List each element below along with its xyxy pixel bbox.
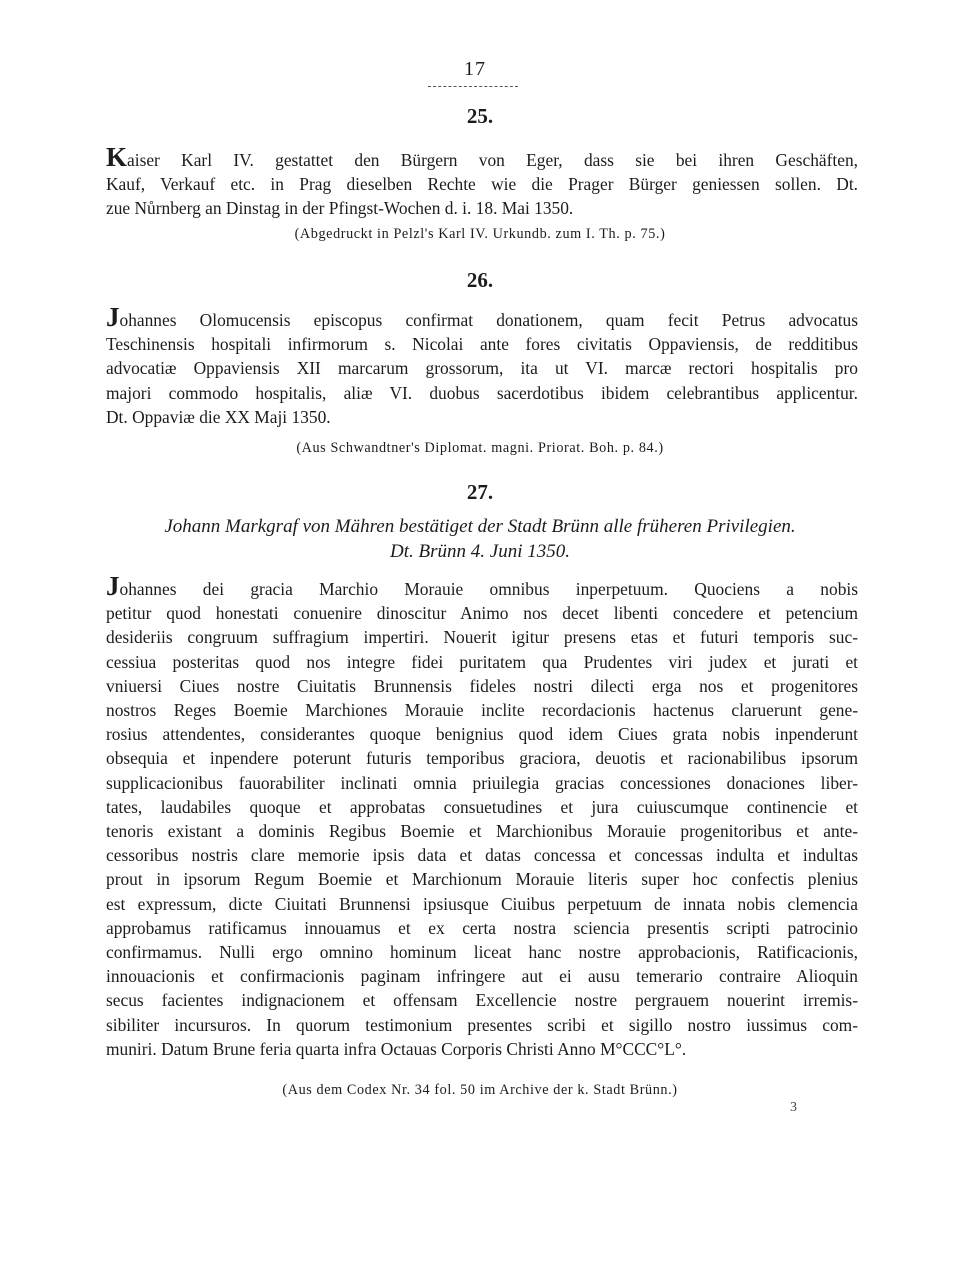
doc27-line-13: prout in ipsorum Regum Boemie et Marchionum Morauie literis super hoc confectis plenius: [106, 869, 858, 890]
signature-mark: 3: [790, 1100, 797, 1115]
doc26-source: (Aus Schwandtner's Diplomat. magni. Priorat. Boh. p. 84.): [296, 440, 664, 456]
doc27-line-11: tenoris existant a dominis Regibus Boemie et Marchionibus Morauie progenitoribus et ante-: [106, 821, 858, 842]
doc27-line-5: vniuersi Ciues nostre Ciuitatis Brunnensis fideles nostri dilecti erga nos et progenitores: [106, 675, 858, 696]
doc27-line-8: obsequia et inpendere poterunt futuris temporibus graciora, deuotis et racionabilibus ipsorum: [106, 748, 858, 769]
doc25-initial: K: [106, 142, 128, 172]
doc27-line-1: Johannes dei gracia Marchio Morauie omnibus inperpetuum. Quociens a nobis: [106, 571, 858, 601]
doc26-line-5: Dt. Oppaviæ die XX Maji 1350.: [106, 406, 331, 427]
doc26-line-1: Johannes Olomucensis episcopus confirmat donationem, quam fecit Petrus advocatus: [106, 302, 858, 332]
doc25-line-3: zue Nůrnberg an Dinstag in der Pfingst-Wochen d. i. 18. Mai 1350.: [106, 198, 574, 219]
page-number: 17: [464, 58, 486, 80]
doc27-source: (Aus dem Codex Nr. 34 fol. 50 im Archive der k. Stadt Brünn.): [282, 1082, 678, 1098]
doc27-line-14: est expressum, dicte Ciuitati Brunnensi ipsiusque Ciuibus perpetuum de innata nobis clemencia: [106, 893, 858, 914]
doc25-line-1: Kaiser Karl IV. gestattet den Bürgern von Eger, dass sie bei ihren Geschäften,: [106, 142, 858, 172]
doc27-line-19: sibiliter incursuros. In quorum testimonium presentes scribi et sigillo nostro iussimus com-: [106, 1014, 858, 1035]
doc25-number: 25.: [466, 104, 494, 128]
doc26-line-4: majori commodo hospitalis, aliæ VI. duobus sacerdotibus ibidem celebrantibus applicentur.: [106, 382, 858, 403]
header-rule: [428, 86, 518, 87]
doc27-line-3: desideriis congruum suffragium impertiri. Nouerit igitur presens etas et futuri temporis suc-: [106, 627, 858, 648]
doc27-line-2: petitur quod honestati conuenire dinoscitur Animo nos decet libenti concedere et petencium: [106, 603, 858, 624]
doc27-line-10: tates, laudabiles quoque et approbatas consuetudines et jura cuiuscumque continencie et: [106, 796, 858, 817]
doc27-date: Dt. Brünn 4. Juni 1350.: [390, 541, 570, 562]
doc27-line-20: muniri. Datum Brune feria quarta infra Octauas Corporis Christi Anno M°CCC°L°.: [106, 1038, 687, 1059]
doc27-line-4: cessiua posteritas quod nos integre fidei puritatem qua Prudentes viri judex et jurati et: [106, 651, 858, 672]
doc26-line-2: Teschinensis hospitali infirmorum s. Nicolai ante fores civitatis Oppaviensis, de redditibus: [106, 334, 858, 355]
doc27-line-17: innouacionis et confirmacionis paginam infringere aut ei ausu temerario contraire Alioquin: [106, 966, 858, 987]
doc27-line-15: approbamus ratificamus innouamus et ex certa nostra sciencia presentis scripti patrocinio: [106, 917, 858, 938]
doc27-line-9: supplicacionibus fauorabiliter inclinati omnia priuilegia gracias concessiones donaciones liber-: [106, 772, 858, 793]
doc27-initial: J: [106, 571, 120, 601]
doc27-line-18: secus facientes indignacionem et offensam Excellencie nostre pergrauem nouerint irremis-: [106, 990, 858, 1011]
doc27-line-6: nostros Reges Boemie Marchiones Morauie inclite recordacionis hactenus claruerunt gene-: [106, 700, 858, 721]
doc25-source: (Abgedruckt in Pelzl's Karl IV. Urkundb. zum I. Th. p. 75.): [294, 226, 666, 242]
doc25-line-2: Kauf, Verkauf etc. in Prag dieselben Rechte wie die Prager Bürger geniessen sollen. Dt.: [106, 174, 858, 195]
doc27-line-7: rosius attendentes, considerantes quoque benignius quod idem Ciues grata nobis inpenderunt: [106, 724, 858, 745]
doc26-body: [106, 304, 858, 429]
doc27-body: [106, 573, 858, 1061]
doc26-number: 26.: [466, 268, 494, 292]
doc26-line-3: advocatiæ Oppaviensis XII marcarum grossorum, ita ut VI. marcæ rectori hospitalis pro: [106, 358, 858, 379]
doc27-title: Johann Markgraf von Mähren bestätiget der Stadt Brünn alle früheren Privilegien.: [164, 516, 796, 537]
doc27-number: 27.: [466, 480, 494, 504]
doc27-line-12: cessoribus nostris clare memorie ipsis data et datas concessa et concessas indulta et indultas: [106, 845, 858, 866]
doc25-body: [106, 144, 858, 221]
doc26-initial: J: [106, 302, 120, 332]
doc27-line-16: confirmamus. Nulli ergo omnino hominum liceat hanc nostre approbacionis, Ratificacionis,: [106, 942, 858, 963]
